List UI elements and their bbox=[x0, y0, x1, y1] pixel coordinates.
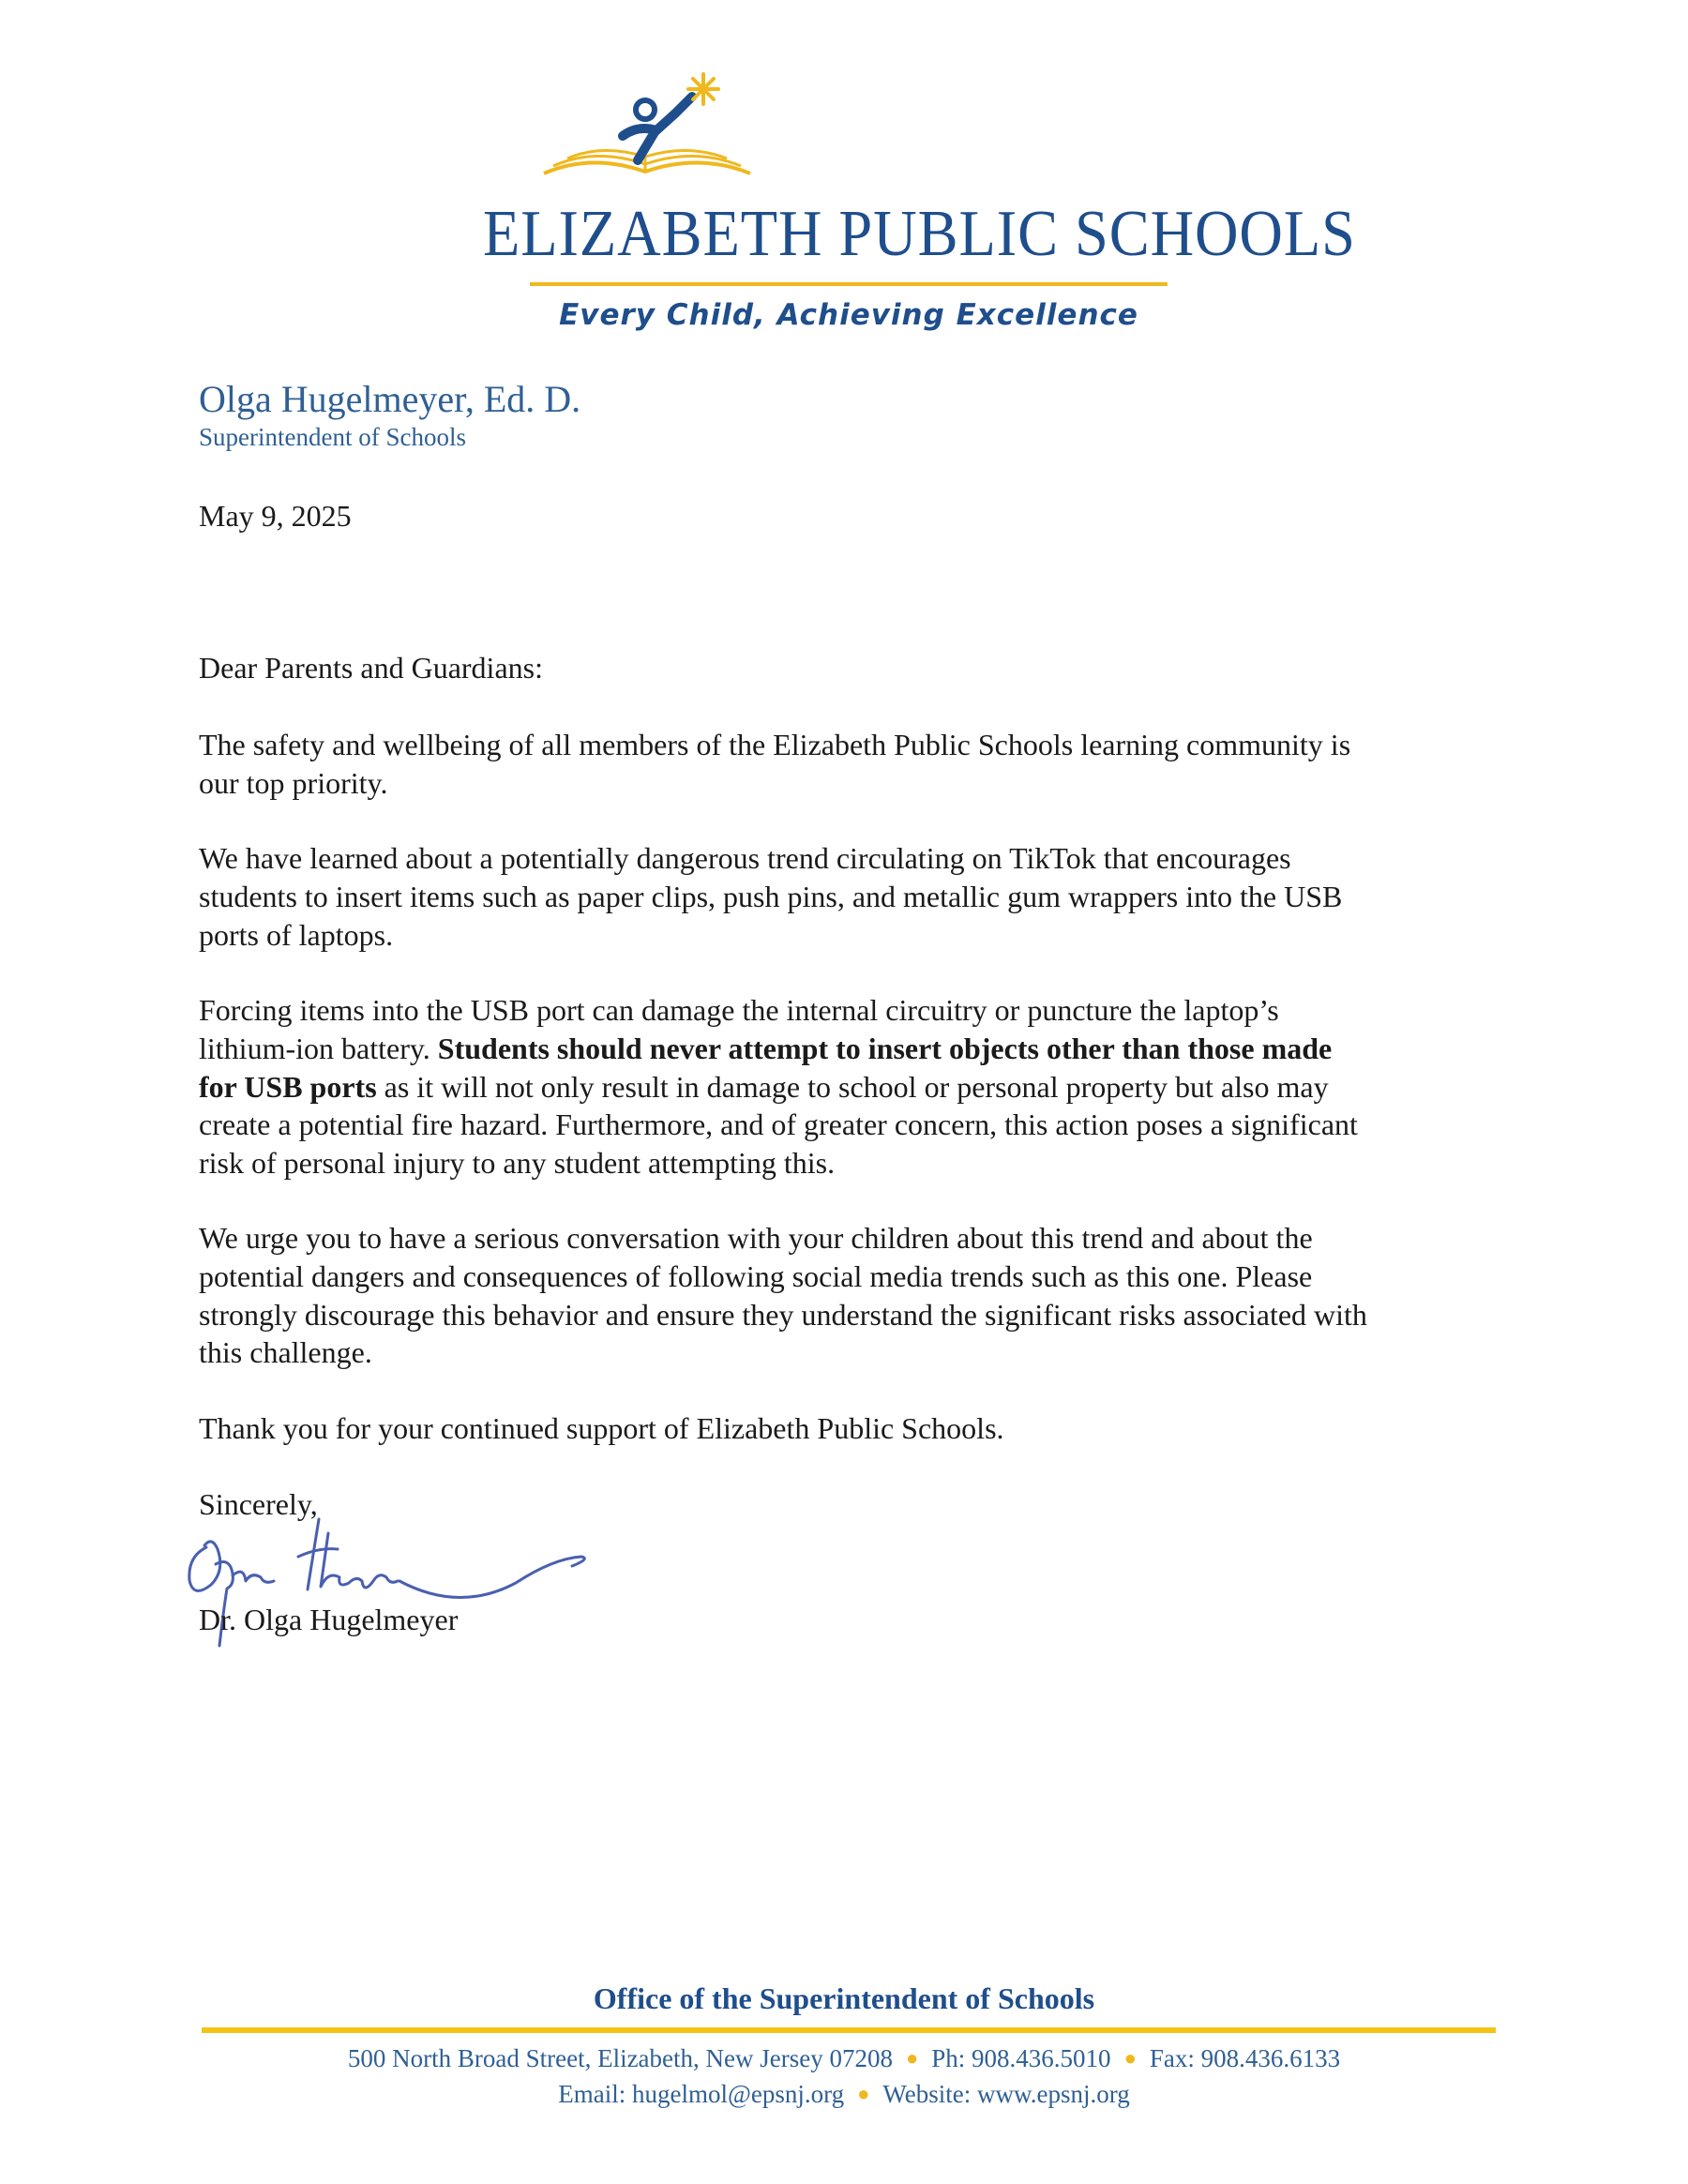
footer-contact-row bbox=[0, 2044, 1688, 2073]
sender-name: Olga Hugelmeyer, Ed. D. bbox=[199, 378, 581, 420]
footer-website: Website: www.epsnj.org bbox=[882, 2080, 1130, 2108]
footer-divider bbox=[202, 2027, 1496, 2033]
text-line: The safety and wellbeing of all members of the Elizabeth Public Schools learning community is bbox=[199, 728, 1351, 761]
text-line: We urge you to have a serious conversation with your children about this trend and about the bbox=[199, 1221, 1313, 1255]
footer-fax: Fax: 908.436.6133 bbox=[1149, 2044, 1341, 2072]
body-paragraph-4 bbox=[199, 1219, 1512, 1372]
closing: Sincerely, bbox=[199, 1487, 318, 1521]
text-line: this challenge. bbox=[199, 1335, 372, 1370]
text-line: Forcing items into the USB port can damage the internal circuitry or puncture the laptop’s bbox=[199, 993, 1279, 1027]
school-logo-icon bbox=[525, 70, 769, 188]
text-line: strongly discourage this behavior and ensure they understand the significant risks associated with bbox=[199, 1297, 1367, 1332]
logo-divider bbox=[530, 282, 1168, 286]
text-line: potential dangers and consequences of following social media trends such as this one. Please bbox=[199, 1258, 1313, 1293]
text-run: as it will not only result in damage to school or personal property but also may bbox=[376, 1069, 1329, 1104]
body-paragraph-1 bbox=[199, 726, 1512, 803]
text-line: our top priority. bbox=[199, 765, 388, 800]
text-line bbox=[199, 1030, 1512, 1068]
letter-date: May 9, 2025 bbox=[199, 499, 352, 533]
text-line: We have learned about a potentially dangerous trend circulating on TikTok that encourages bbox=[199, 841, 1291, 875]
text-line: risk of personal injury to any student attempting this. bbox=[199, 1146, 836, 1181]
bold-warning: Students should never attempt to insert objects other than those made bbox=[437, 1031, 1333, 1065]
school-wordmark: ELIZABETH PUBLIC SCHOOLS bbox=[483, 198, 1356, 270]
bold-warning: for USB ports bbox=[199, 1069, 377, 1104]
signer-name: Dr. Olga Hugelmeyer bbox=[199, 1603, 459, 1636]
text-line bbox=[199, 1068, 1512, 1107]
bullet-icon: ● bbox=[857, 2082, 870, 2105]
footer-contact-row bbox=[0, 2080, 1688, 2109]
text-line: create a potential fire hazard. Furthermore, and of greater concern, this action poses a significant bbox=[199, 1107, 1358, 1142]
school-tagline: Every Child, Achieving Excellence bbox=[559, 298, 1138, 332]
salutation: Dear Parents and Guardians: bbox=[199, 651, 543, 685]
body-paragraph-5: Thank you for your continued support of Elizabeth Public Schools. bbox=[199, 1411, 1004, 1445]
body-paragraph-2 bbox=[199, 839, 1512, 954]
text-line: students to insert items such as paper clips, push pins, and metallic gum wrappers into the USB bbox=[199, 879, 1343, 913]
footer-email: Email: hugelmol@epsnj.org bbox=[558, 2080, 845, 2108]
text-line: ports of laptops. bbox=[199, 917, 394, 952]
sender-title: Superintendent of Schools bbox=[199, 423, 466, 451]
bullet-icon: ● bbox=[1123, 2046, 1137, 2070]
body-paragraph-3 bbox=[199, 991, 1512, 1182]
bullet-icon: ● bbox=[905, 2046, 919, 2070]
text-run: lithium-ion battery. bbox=[199, 1031, 438, 1065]
footer-phone: Ph: 908.436.5010 bbox=[931, 2044, 1111, 2072]
footer-office-title: Office of the Superintendent of Schools bbox=[593, 1981, 1095, 2015]
footer-address: 500 North Broad Street, Elizabeth, New Jersey 07208 bbox=[347, 2044, 893, 2072]
